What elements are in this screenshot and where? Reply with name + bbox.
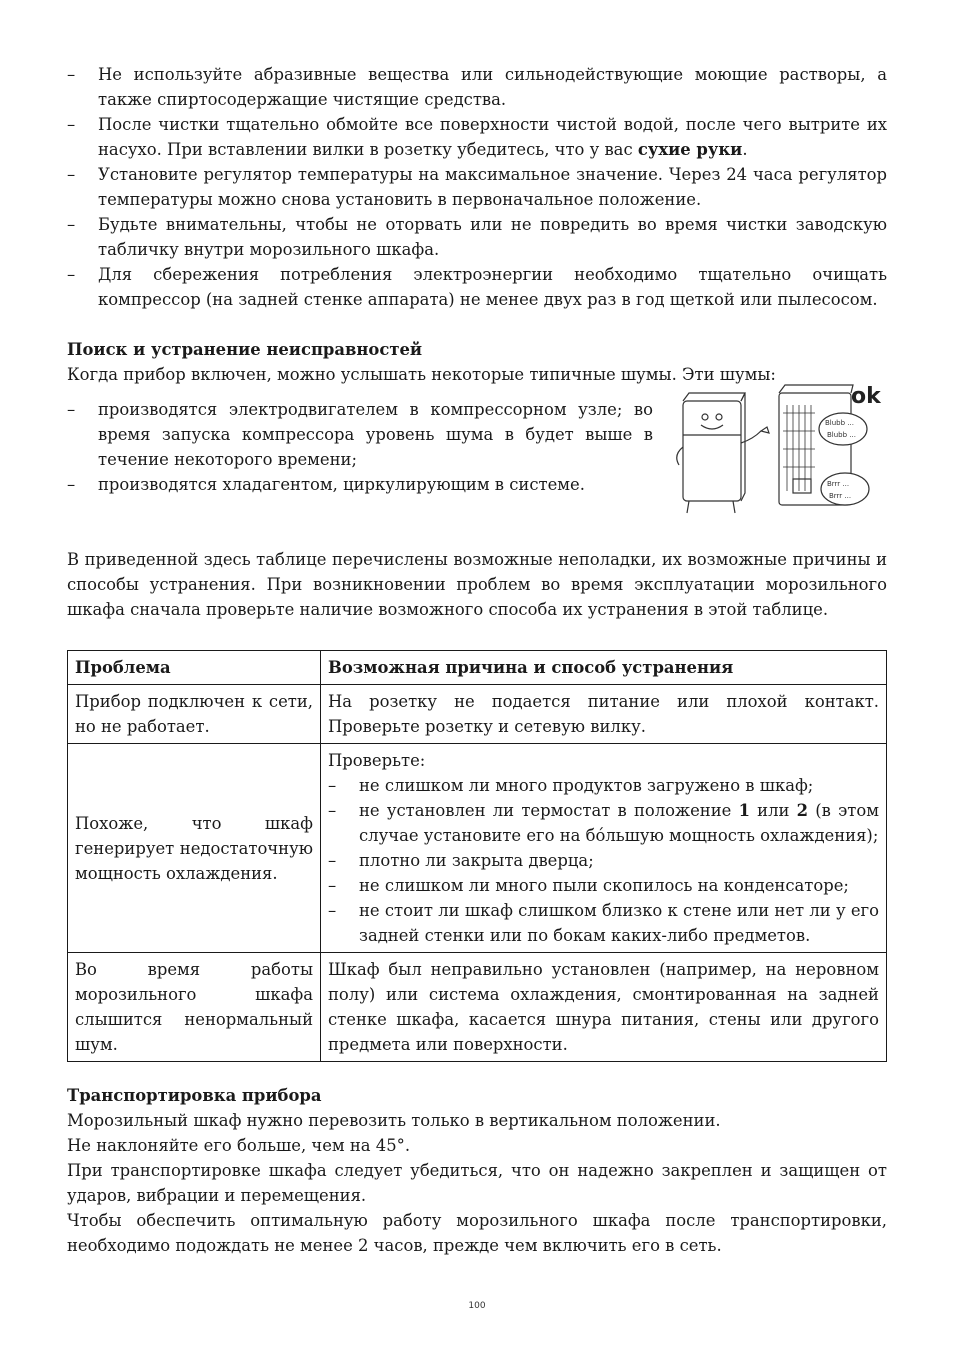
table-intro: В приведенной здесь таблице перечислены возможные неполадки, их возможные причины и способы устранения. При возникновении проблем во время эксплуатации морозильного шкафа сначала проверьте наличие возможного способа их устранения в этой таблице. [67,550,887,619]
table-row [68,953,887,1062]
brrr-label: Brrr ... [829,492,852,500]
page-content [67,62,887,1258]
transport-line: Морозильный шкаф нужно перевозить только в вертикальном положении. [67,1111,721,1130]
page-number: 100 [468,1301,486,1311]
list-item: – После чистки тщательно обмойте все поверхности чистой водой, после чего вытрите их насухо. При вставлении вилки в розетку убедитесь, что у вас сухие руки. [67,115,887,159]
list-item: – не стоит ли шкаф слишком близко к стене или нет ли у его задней стенки или по бокам каких-либо предметов. [328,901,879,945]
noise-list [67,397,653,497]
transport-line: Чтобы обеспечить оптимальную работу морозильного шкафа после транспортировки, необходимо подождать не менее 2 часов, прежде чем включить его в сеть. [67,1211,887,1255]
cleaning-list [67,62,887,312]
troubleshooting-intro: Когда прибор включен, можно услышать некоторые типичные шумы. Эти шумы: [67,365,776,384]
ok-label: ok [851,384,881,409]
table-row [68,685,887,744]
blubb-label: Blubb ... [827,431,856,439]
solution-cell [321,744,887,953]
brrr-label: Brrr ... [827,480,850,488]
solution-cell: Шкаф был неправильно установлен (например, на неровном полу) или система охлаждения, смонтированная на задней стенке шкафа, касается шнура питания, стены или другого предмета или поверхности. [321,953,887,1062]
problem-cell: Похоже, что шкаф генерирует недостаточную мощность охлаждения. [68,744,321,953]
transport-line: Не наклоняйте его больше, чем на 45°. [67,1136,411,1155]
freezer-illustration [675,383,887,521]
section-title-transport: Транспортировка прибора [67,1086,322,1105]
list-item: – Будьте внимательны, чтобы не оторвать или не повредить во время чистки заводскую табличку внутри морозильного шкафа. [67,215,887,259]
table-header-row [68,651,887,685]
section-title-troubleshooting: Поиск и устранение неисправностей [67,340,423,359]
bold-text: сухие руки [637,140,743,159]
column-header-solution: Возможная причина и способ устранения [321,651,887,685]
blubb-label: Blubb ... [825,419,854,427]
transport-line: При транспортировке шкафа следует убедиться, что он надежно закреплен и защищен от ударов, вибрации и перемещения. [67,1161,887,1205]
list-item: – производятся электродвигателем в компрессорном узле; во время запуска компрессора уровень шума в будет выше в течение некоторого времени; [67,400,653,469]
list-item: – не слишком ли много пыли скопилось на конденсаторе; [328,876,849,895]
solution-cell: На розетку не подается питание или плохой контакт. Проверьте розетку и сетевую вилку. [321,685,887,744]
list-item: – не установлен ли термостат в положение 1 или 2 (в этом случае установите его на бóльшую мощность охлаждения); [328,801,879,845]
list-item: – плотно ли закрыта дверца; [328,851,594,870]
noise-block [67,384,887,547]
check-label: Проверьте: [328,751,426,770]
column-header-problem: Проблема [68,651,321,685]
list-item: – Для сбережения потребления электроэнергии необходимо тщательно очищать компрессор (на задней стенке аппарата) не менее двух раз в год щеткой или пылесосом. [67,265,887,309]
troubleshooting-table [67,650,887,1062]
list-item: – Не используйте абразивные вещества или сильнодействующие моющие растворы, а также спиртосодержащие чистящие средства. [67,65,887,109]
problem-cell: Прибор подключен к сети, но не работает. [68,685,321,744]
table-row [68,744,887,953]
problem-cell: Во время работы морозильного шкафа слышится ненормальный шум. [68,953,321,1062]
list-item: – не слишком ли много продуктов загружено в шкаф; [328,776,814,795]
list-item: – Установите регулятор температуры на максимальное значение. Через 24 часа регулятор температуры можно снова установить в первоначальное положение. [67,165,887,209]
list-item: – производятся хладагентом, циркулирующим в системе. [67,475,585,494]
